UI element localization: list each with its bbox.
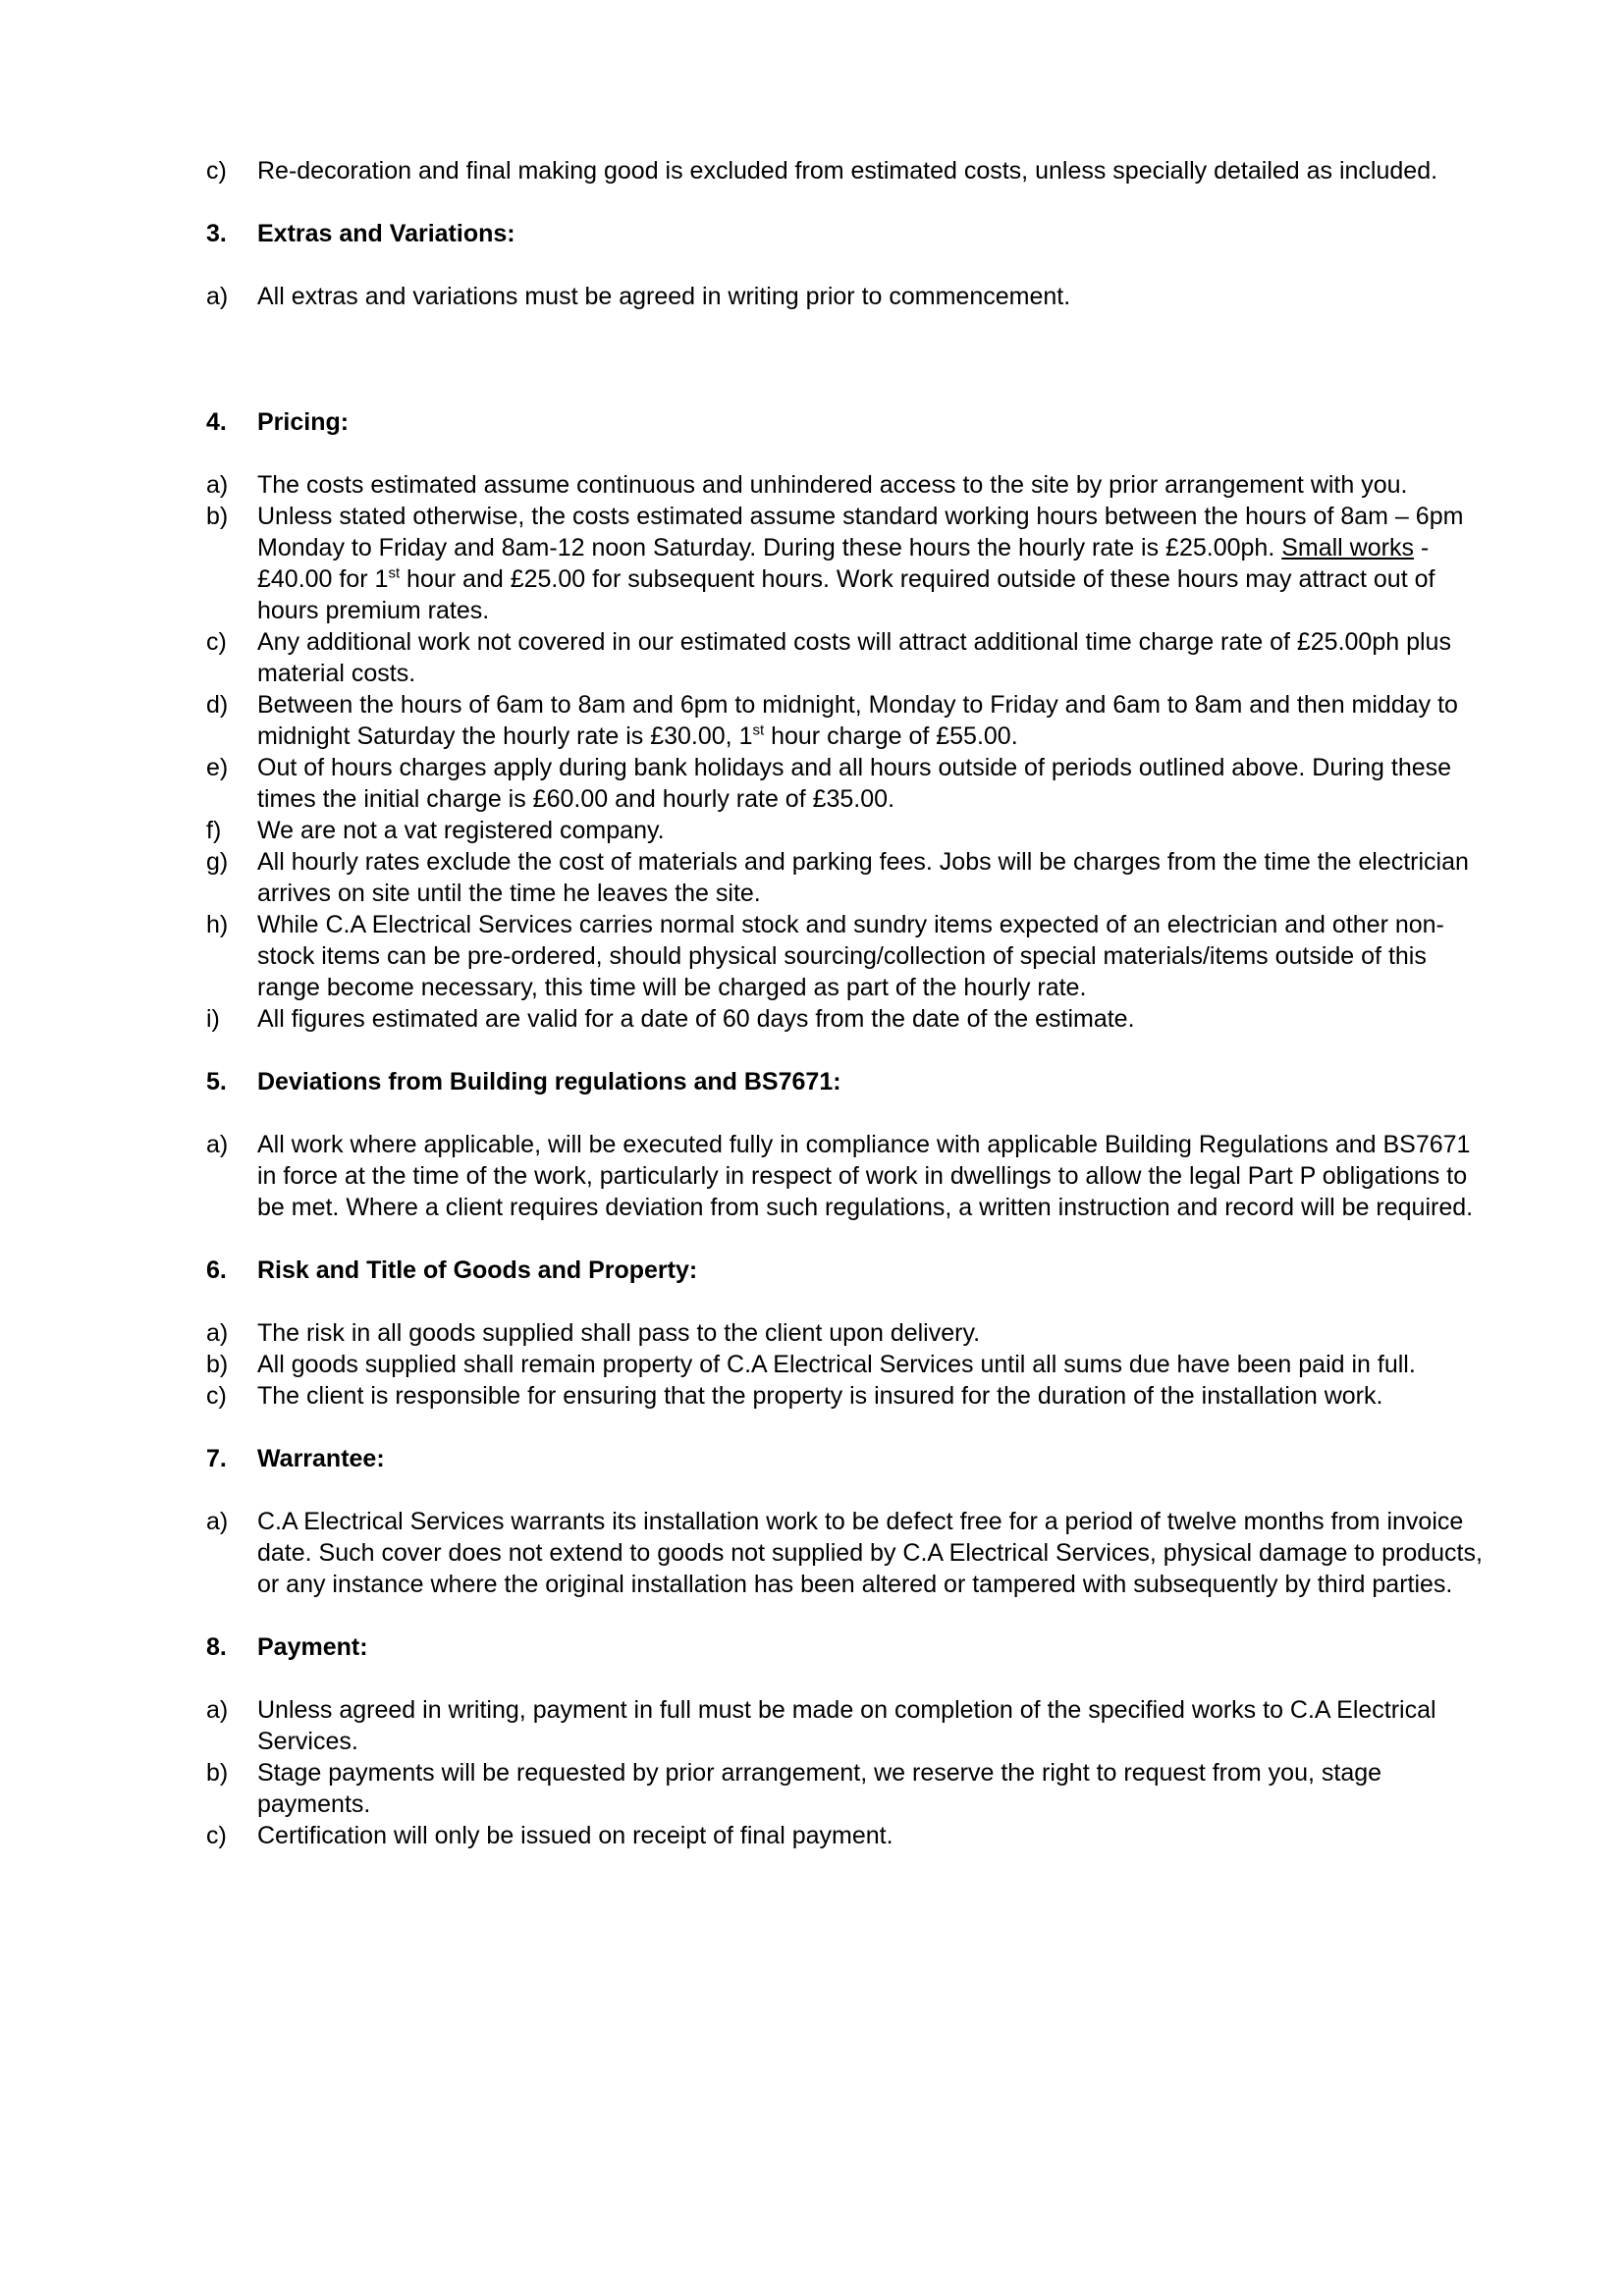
list-item bbox=[206, 1757, 1483, 1820]
list-item bbox=[206, 815, 1483, 846]
item-label: d) bbox=[206, 691, 229, 719]
item-label: g) bbox=[206, 848, 229, 876]
item-text-part: hour charge of £55.00. bbox=[764, 722, 1018, 750]
item-label: a) bbox=[206, 1319, 229, 1347]
section-heading-deviations bbox=[206, 1066, 1483, 1097]
item-text: The risk in all goods supplied shall pass to the client upon delivery. bbox=[257, 1319, 981, 1347]
item-text: Any additional work not covered in our estimated costs will attract additional time charge rate of £25.00ph plus material costs. bbox=[257, 628, 1451, 687]
item-label: c) bbox=[206, 1382, 227, 1410]
item-text: All extras and variations must be agreed in writing prior to commencement. bbox=[257, 283, 1071, 310]
list-item bbox=[206, 626, 1483, 689]
section-title: Pricing: bbox=[257, 408, 350, 436]
section-title: Deviations from Building regulations and BS7671: bbox=[257, 1068, 841, 1095]
item-label: c) bbox=[206, 157, 227, 185]
section-title: Warrantee: bbox=[257, 1445, 385, 1472]
item-label: a) bbox=[206, 1131, 229, 1158]
terms-body bbox=[206, 155, 1483, 1851]
item-text: All goods supplied shall remain property of C.A Electrical Services until all sums due have been paid in full. bbox=[257, 1351, 1416, 1378]
item-text: While C.A Electrical Services carries normal stock and sundry items expected of an electrician and other non-stock items can be pre-ordered, should physical sourcing/collection of special materials/items outside of this range become necessary, this time will be charged as part of the hourly rate. bbox=[257, 911, 1444, 1001]
section-title: Risk and Title of Goods and Property: bbox=[257, 1256, 698, 1284]
section-number: 6. bbox=[206, 1256, 227, 1284]
item-text-part: Between the hours of 6am to 8am and 6pm to midnight, Monday to Friday and 6am to 8am and then midday to midnight Saturday the hourly rate is £30.00, 1 bbox=[257, 691, 1458, 750]
item-label: h) bbox=[206, 911, 229, 938]
ordinal-superscript: st bbox=[388, 564, 401, 582]
section-number: 8. bbox=[206, 1633, 227, 1661]
list-item bbox=[206, 909, 1483, 1003]
section-heading-pricing bbox=[206, 406, 1483, 438]
item-text: Stage payments will be requested by prior arrangement, we reserve the right to request from you, stage payments. bbox=[257, 1759, 1382, 1818]
section-number: 3. bbox=[206, 220, 227, 247]
item-text: All figures estimated are valid for a date of 60 days from the date of the estimate. bbox=[257, 1005, 1135, 1033]
item-label: a) bbox=[206, 1508, 229, 1535]
list-item bbox=[206, 846, 1483, 909]
item-text: Re-decoration and final making good is excluded from estimated costs, unless specially detailed as included. bbox=[257, 157, 1438, 185]
section-number: 5. bbox=[206, 1068, 227, 1095]
item-label: a) bbox=[206, 283, 229, 310]
item-text: C.A Electrical Services warrants its installation work to be defect free for a period of twelve months from invoice date. Such cover does not extend to goods not supplied by C.A Electrical Services, physical damage to products, or any instance where the original installation has been altered or tampered with subsequently by third parties. bbox=[257, 1508, 1483, 1598]
item-label: b) bbox=[206, 1759, 229, 1787]
list-item bbox=[206, 155, 1483, 187]
section-title: Extras and Variations: bbox=[257, 220, 515, 247]
item-text: The client is responsible for ensuring that the property is insured for the duration of the installation work. bbox=[257, 1382, 1383, 1410]
item-label: c) bbox=[206, 628, 227, 656]
item-text-part: - £40.00 for 1 bbox=[257, 534, 1430, 593]
list-item bbox=[206, 1317, 1483, 1349]
item-label: b) bbox=[206, 503, 229, 530]
list-item bbox=[206, 1506, 1483, 1600]
item-text: All work where applicable, will be executed fully in compliance with applicable Building Regulations and BS7671 in force at the time of the work, particularly in respect of work in dwellings to allow the legal Part P obligations to be met. Where a client requires deviation from such regulations, a written instruction and record will be required. bbox=[257, 1131, 1474, 1221]
item-text: We are not a vat registered company. bbox=[257, 817, 665, 844]
list-item bbox=[206, 1349, 1483, 1380]
list-item bbox=[206, 1129, 1483, 1223]
item-label: e) bbox=[206, 754, 229, 781]
item-text-part: hour and £25.00 for subsequent hours. Work required outside of these hours may attract out of hours premium rates. bbox=[257, 565, 1435, 624]
list-item bbox=[206, 752, 1483, 815]
section-number: 7. bbox=[206, 1445, 227, 1472]
item-label: a) bbox=[206, 471, 229, 499]
item-text: Out of hours charges apply during bank holidays and all hours outside of periods outlined above. During these times the initial charge is £60.00 and hourly rate of £35.00. bbox=[257, 754, 1452, 813]
ordinal-superscript: st bbox=[752, 721, 765, 739]
section-title: Payment: bbox=[257, 1633, 368, 1661]
list-item bbox=[206, 1380, 1483, 1412]
list-item bbox=[206, 1694, 1483, 1757]
small-works-underlined: Small works bbox=[1281, 534, 1414, 561]
section-heading-payment bbox=[206, 1631, 1483, 1663]
item-text: The costs estimated assume continuous and unhindered access to the site by prior arrangement with you. bbox=[257, 471, 1408, 499]
item-text: Certification will only be issued on receipt of final payment. bbox=[257, 1822, 893, 1849]
item-text: All hourly rates exclude the cost of materials and parking fees. Jobs will be charges from the time the electrician arrives on site until the time he leaves the site. bbox=[257, 848, 1469, 907]
list-item bbox=[206, 689, 1483, 752]
item-text: Unless agreed in writing, payment in full must be made on completion of the specified works to C.A Electrical Services. bbox=[257, 1696, 1436, 1755]
item-label: i) bbox=[206, 1005, 220, 1033]
list-item bbox=[206, 1003, 1483, 1035]
section-heading-warrantee bbox=[206, 1443, 1483, 1474]
item-label: a) bbox=[206, 1696, 229, 1724]
list-item bbox=[206, 501, 1483, 626]
item-label: b) bbox=[206, 1351, 229, 1378]
item-label: c) bbox=[206, 1822, 227, 1849]
item-text-part: Unless stated otherwise, the costs estimated assume standard working hours between the hours of 8am – 6pm Monday to Friday and 8am-12 noon Saturday. During these hours the hourly rate is £25.00ph. bbox=[257, 503, 1464, 561]
list-item bbox=[206, 281, 1483, 312]
section-heading-risk-title bbox=[206, 1255, 1483, 1286]
list-item bbox=[206, 1820, 1483, 1851]
section-heading-extras bbox=[206, 218, 1483, 249]
list-item bbox=[206, 469, 1483, 501]
item-text bbox=[257, 503, 1463, 624]
section-number: 4. bbox=[206, 408, 227, 436]
item-text bbox=[257, 691, 1458, 750]
item-label: f) bbox=[206, 817, 222, 844]
